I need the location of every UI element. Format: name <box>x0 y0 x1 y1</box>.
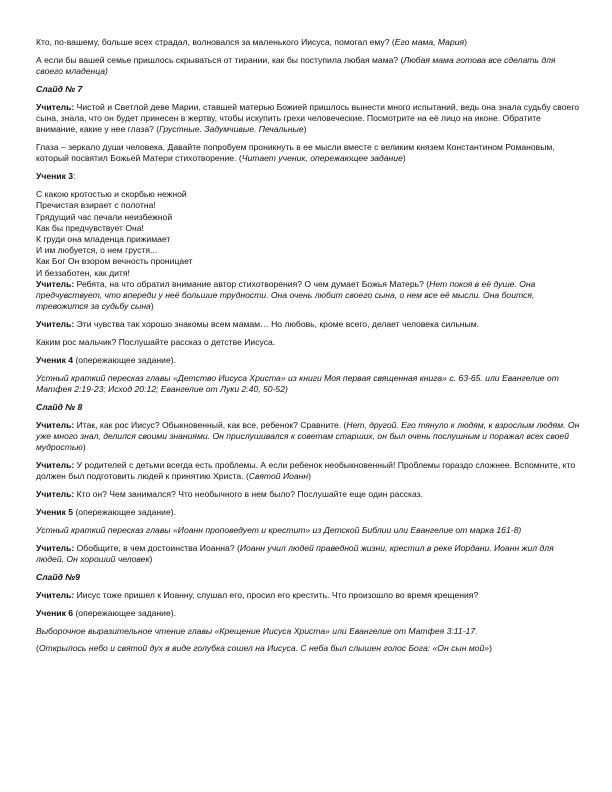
paragraph-teacher-baptism: Учитель: Иисус тоже пришел к Иоанну, слушал его, просил его крестить. Что произошло во время крещения? <box>36 589 479 600</box>
paragraph-retelling-john: Устный краткий пересказ главы «Иоанн проповедует и крестит» из Детской Библии или Евангелие от марка 161-8) <box>36 524 522 535</box>
paragraph-heaven-opened: (Открылось небо и святой дух в виде голубка сошел на Иисуса. С неба был слышен голос Бога: «Он сын мой») <box>36 643 492 654</box>
slide-heading-9: Слайд №9 <box>36 571 80 582</box>
student-3-label: Ученик 3: <box>36 171 76 182</box>
paragraph-teacher-parents: Учитель: У родителей с детьми всегда есть проблемы. А если ребенок необыкновенный! Проблемы гораздо сложнее. Вспомните, кто должен был подготовить людей к принятию Христа. (Святой Иоанн) <box>36 460 576 482</box>
paragraph-childhood-intro: Каким рос мальчик? Послушайте рассказ о детстве Иисуса. <box>36 336 276 347</box>
paragraph-question-tyranny: А если бы вашей семье пришлось скрываться от тирании, как бы поступила любая мама? (Любая мама готова все сделать для своего младенца) <box>36 54 556 77</box>
paragraph-eyes-mirror: Глаза – зеркало души человека. Давайте попробуем проникнуть в ее мысли вместе с великим князем Константином Романовым, который посвятил Божьей Матери стихотворение. (Читает ученик, опережающее задание) <box>36 142 555 164</box>
paragraph-teacher-john-virtues: Учитель: Обобщите, в чем достоинства Иоанна? (Иоанн учил людей праведной жизни, крестил в реке Иордани. Иоанн жил для людей. Он хороший человек) <box>36 542 554 564</box>
poem-line: И беззаботен, как дитя! <box>36 267 130 278</box>
paragraph-retelling-childhood: Устный краткий пересказ главы «Детство Иисуса Христа» из книги Моя первая священная книга» с. 63-65. или Евангелие от Матфея 2:19-23; Исход 20:12; Евангелие от Луки 2:40, 50-52) <box>36 372 559 394</box>
paragraph-teacher-mary: Учитель: Чистой и Светлой деве Марии, ставшей матерью Божией пришлось вынести много испытаний, ведь она знала судьбу своего сына, знала, что он будет принесен в жертву, чтобы искупить грехи человеческие. Посмотрите на её лицо на иконе. Обратите внимание, какие у нее глаза? (Грустные. Задумчивые. Печальные) <box>36 101 580 135</box>
poem <box>36 189 580 279</box>
paragraph-reading-baptism: Выборочное выразительное чтение главы «Крещение Иисуса Христа» или Евангелие от Матфея 3:11-17. <box>36 625 478 636</box>
poem-line: И им любуется, о нем грустя... <box>36 245 158 256</box>
slide-heading-8: Слайд № 8 <box>36 401 83 412</box>
poem-line: Как Бог Он взором вечность проницает <box>36 256 193 267</box>
paragraph-teacher-who-is-he: Учитель: Кто он? Чем занимался? Что необычного в нем было? Послушайте еще один рассказ. <box>36 489 423 500</box>
slide-heading-7: Слайд № 7 <box>36 83 83 94</box>
paragraph-teacher-poem-question: Учитель: Ребята, на что обратил внимание автор стихотворения? О чем думает Божья Матерь? (Нет покоя в её душе. Она предчувствует, что впереди у неё большие трудности. Она очень любит своего сына, о нем все её мысли. Она боится, тревожится за судьбу сына) <box>36 278 536 312</box>
document-body <box>36 37 580 655</box>
student-5-label: Ученик 5 (опережающее задание). <box>36 507 176 518</box>
poem-line: С какою кротостью и скорбью нежной <box>36 189 187 200</box>
paragraph-teacher-how-grew: Учитель: Итак, как рос Иисус? Обыкновенный, как все, ребенок? Сравните. (Нет, другой. Его тянуло к людям, к взрослым людям. Он уже много знал, делился своими знаниями. Он прислушивался к советам старших, он был очень послушным и поражал всех своей мудростью) <box>36 419 580 453</box>
poem-line: Грядущий час печали неизбежной <box>36 211 173 222</box>
paragraph-teacher-feelings: Учитель: Эти чувства так хорошо знакомы всем мамам… Но любовь, кроме всего, делает человека сильным. <box>36 319 480 330</box>
poem-line: Как бы предчувствует Она! <box>36 222 144 233</box>
student-6-label: Ученик 6 (опережающее задание). <box>36 607 176 618</box>
paragraph-question-suffering: Кто, по-вашему, больше всех страдал, волновался за маленького Иисуса, помогал ему? (Его мама, Мария) <box>36 37 467 47</box>
poem-line: Пречистая взирает с полотна! <box>36 200 156 211</box>
poem-line: К груди она младенца прижимает <box>36 233 171 244</box>
student-4-label: Ученик 4 (опережающее задание). <box>36 354 176 365</box>
